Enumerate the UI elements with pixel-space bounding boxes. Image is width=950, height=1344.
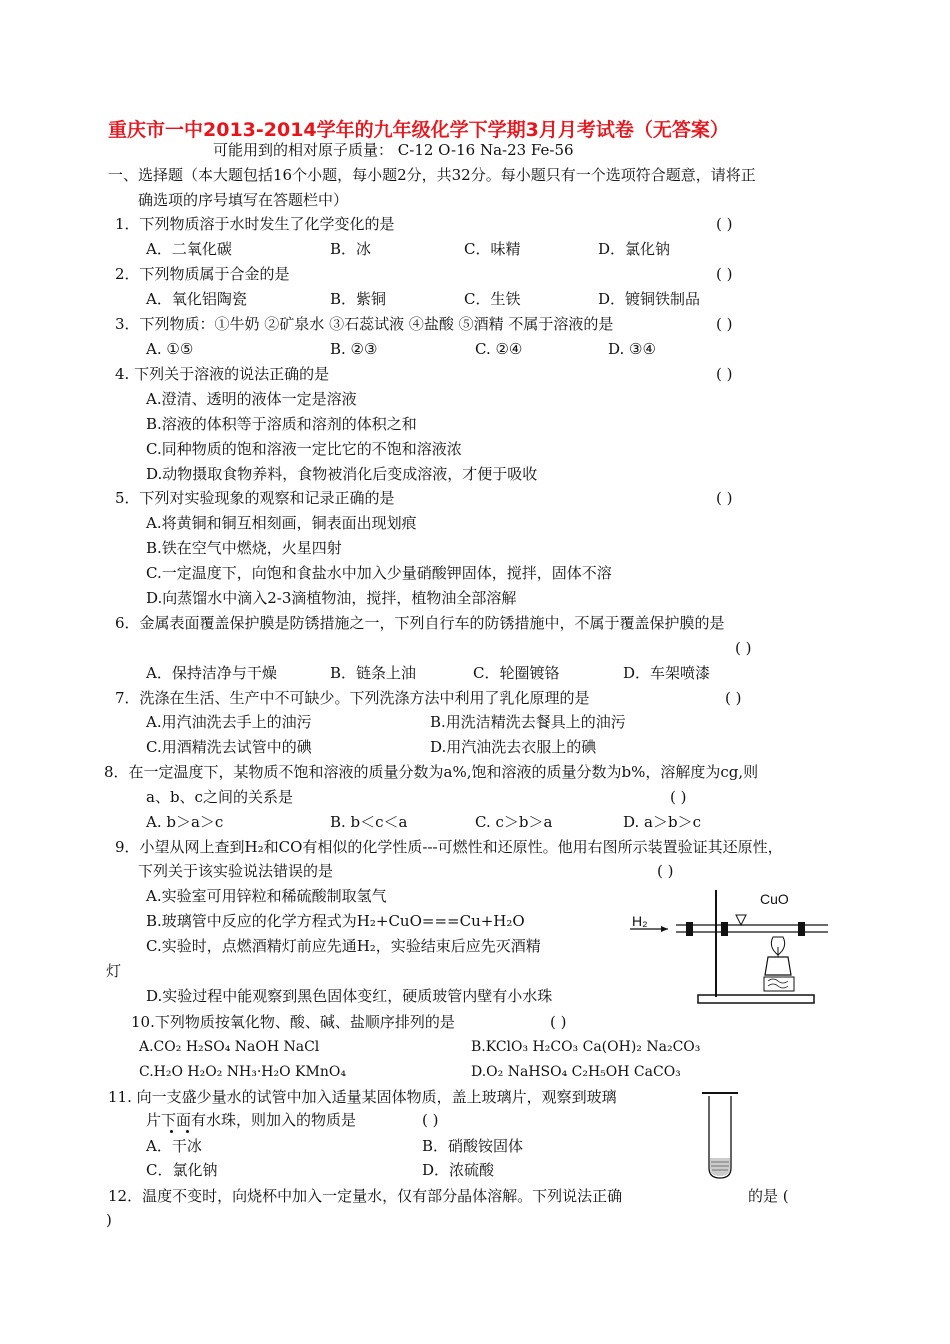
q2-option-d: D．镀铜铁制品 bbox=[598, 290, 701, 308]
q6-answer-blank[interactable]: ( ) bbox=[735, 639, 752, 657]
q2-answer-blank[interactable]: ( ) bbox=[716, 265, 733, 283]
q4-answer-blank[interactable]: ( ) bbox=[716, 365, 733, 383]
q10-option-a: A.CO₂ H₂SO₄ NaOH NaCl bbox=[139, 1039, 320, 1055]
q1-stem: 1．下列物质溶于水时发生了化学变化的是 bbox=[115, 215, 395, 233]
q5-option-d: D.向蒸馏水中滴入2-3滴植物油，搅拌，植物油全部溶解 bbox=[146, 589, 517, 607]
q1-option-c: C．味精 bbox=[464, 240, 521, 258]
test-tube-drawing bbox=[700, 1090, 740, 1182]
q12-stem-tail: 的是 ( bbox=[748, 1187, 789, 1205]
q1-answer-blank[interactable]: ( ) bbox=[716, 215, 733, 233]
q11-option-b: B．硝酸铵固体 bbox=[422, 1137, 524, 1155]
q3-option-c: C. ②④ bbox=[475, 340, 523, 358]
q8-stem-cont: a、b、c之间的关系是 bbox=[146, 788, 293, 806]
q5-stem: 5．下列对实验现象的观察和记录正确的是 bbox=[115, 489, 395, 507]
q3-answer-blank[interactable]: ( ) bbox=[716, 315, 733, 333]
q1-option-d: D．氯化钠 bbox=[598, 240, 671, 258]
q7-option-a: A.用汽油洗去手上的油污 bbox=[146, 713, 312, 731]
q10-option-c: C.H₂O H₂O₂ NH₃·H₂O KMnO₄ bbox=[139, 1064, 346, 1080]
q9-option-a: A.实验室可用锌粒和稀硫酸制取氢气 bbox=[146, 887, 387, 905]
q7-stem: 7．洗涤在生活、生产中不可缺少。下列洗涤方法中利用了乳化原理的是 bbox=[115, 689, 590, 707]
q10-answer-blank[interactable]: ( ) bbox=[550, 1013, 567, 1031]
q9-answer-blank[interactable]: ( ) bbox=[657, 862, 674, 880]
q11-option-c: C．氯化钠 bbox=[146, 1161, 218, 1179]
q7-option-c: C.用酒精洗去试管中的碘 bbox=[146, 738, 312, 756]
section-heading: 一、选择题（本大题包括16个小题，每小题2分，共32分。每小题只有一个选项符合题意，请将正 bbox=[108, 166, 756, 184]
q7-answer-blank[interactable]: ( ) bbox=[725, 689, 742, 707]
q12-stem-cont: ) bbox=[106, 1211, 112, 1229]
q5-answer-blank[interactable]: ( ) bbox=[716, 489, 733, 507]
section-heading-cont: 确选项的序号填写在答题栏中） bbox=[138, 191, 349, 209]
q8-option-d: D. a＞b＞c bbox=[623, 813, 701, 831]
page-title: 重庆市一中2013-2014学年的九年级化学下学期3月月考试卷（无答案） bbox=[108, 119, 729, 141]
q6-option-a: A．保持洁净与干燥 bbox=[146, 664, 277, 682]
atomic-mass-line: 可能用到的相对原子质量： C-12 O-16 Na-23 Fe-56 bbox=[213, 141, 574, 159]
q3-option-a: A. ①⑤ bbox=[146, 340, 194, 358]
q10-stem: 10.下列物质按氧化物、酸、碱、盐顺序排列的是 bbox=[131, 1013, 455, 1031]
q1-option-b: B．冰 bbox=[330, 240, 372, 258]
apparatus-drawing bbox=[628, 885, 833, 1010]
q8-option-a: A. b＞a＞c bbox=[146, 813, 224, 831]
q9-stem: 9．小望从网上查到H₂和CO有相似的化学性质---可燃性和还原性。他用右图所示装置验证其还原性， bbox=[115, 838, 783, 856]
q2-option-c: C．生铁 bbox=[464, 290, 521, 308]
q11-answer-blank[interactable]: ( ) bbox=[422, 1111, 439, 1129]
q9-option-d: D.实验过程中能观察到黑色固体变红，硬质玻管内壁有小水珠 bbox=[146, 987, 553, 1005]
q5-option-b: B.铁在空气中燃烧，火星四射 bbox=[146, 539, 342, 557]
q5-option-c: C.一定温度下，向饱和食盐水中加入少量硝酸钾固体，搅拌，固体不溶 bbox=[146, 564, 612, 582]
q7-option-d: D.用汽油洗去衣服上的碘 bbox=[430, 738, 597, 756]
q6-option-c: C．轮圈镀铬 bbox=[473, 664, 560, 682]
q4-option-a: A.澄清、透明的液体一定是溶液 bbox=[146, 390, 357, 408]
emphasis-dot bbox=[170, 1130, 173, 1133]
q3-option-d: D. ③④ bbox=[608, 340, 656, 358]
q4-stem: 4. 下列关于溶液的说法正确的是 bbox=[115, 365, 330, 383]
q9-stem-cont: 下列关于该实验说法错误的是 bbox=[138, 862, 334, 880]
q2-stem: 2．下列物质属于合金的是 bbox=[115, 265, 290, 283]
q10-option-b: B.KClO₃ H₂CO₃ Ca(OH)₂ Na₂CO₃ bbox=[471, 1039, 701, 1055]
q6-option-d: D．车架喷漆 bbox=[623, 664, 711, 682]
q10-option-d: D.O₂ NaHSO₄ C₂H₅OH CaCO₃ bbox=[471, 1064, 681, 1080]
q9-option-c-cont: 灯 bbox=[106, 962, 122, 980]
q8-option-b: B. b＜c＜a bbox=[330, 813, 408, 831]
q11-stem: 11. 向一支盛少量水的试管中加入适量某固体物质，盖上玻璃片，观察到玻璃 bbox=[108, 1088, 617, 1106]
q4-option-d: D.动物摄取食物养料，食物被消化后变成溶液，才便于吸收 bbox=[146, 465, 538, 483]
q3-stem: 3．下列物质：①牛奶 ②矿泉水 ③石蕊试液 ④盐酸 ⑤酒精 不属于溶液的是 bbox=[115, 315, 614, 333]
q12-stem: 12．温度不变时，向烧杯中加入一定量水，仅有部分晶体溶解。下列说法正确 bbox=[108, 1187, 623, 1205]
q7-option-b: B.用洗洁精洗去餐具上的油污 bbox=[430, 713, 626, 731]
q6-option-b: B．链条上油 bbox=[330, 664, 417, 682]
q11-option-a: A．干冰 bbox=[146, 1137, 202, 1155]
h2-label: H₂ bbox=[632, 913, 648, 929]
q5-option-a: A.将黄铜和铜互相刻画，铜表面出现划痕 bbox=[146, 514, 417, 532]
q6-stem: 6．金属表面覆盖保护膜是防锈措施之一，下列自行车的防锈措施中，不属于覆盖保护膜的是 bbox=[115, 614, 725, 632]
q4-option-c: C.同种物质的饱和溶液一定比它的不饱和溶液浓 bbox=[146, 440, 462, 458]
q2-option-b: B．紫铜 bbox=[330, 290, 387, 308]
q11-test-tube-figure bbox=[700, 1090, 740, 1182]
cuo-label: CuO bbox=[760, 891, 789, 907]
q8-option-c: C. c＞b＞a bbox=[475, 813, 553, 831]
q1-option-a: A．二氧化碳 bbox=[146, 240, 232, 258]
q9-apparatus-figure bbox=[628, 885, 833, 1010]
q9-option-b: B.玻璃管中反应的化学方程式为H₂+CuO===Cu+H₂O bbox=[146, 912, 525, 930]
q2-option-a: A．氧化铝陶瓷 bbox=[146, 290, 247, 308]
q11-stem-cont: 片下面有水珠，则加入的物质是 bbox=[146, 1111, 357, 1129]
q4-option-b: B.溶液的体积等于溶质和溶剂的体积之和 bbox=[146, 415, 417, 433]
q9-option-c: C.实验时，点燃酒精灯前应先通H₂，实验结束后应先灭酒精 bbox=[146, 937, 541, 955]
emphasis-dot bbox=[186, 1130, 189, 1133]
q11-option-d: D．浓硫酸 bbox=[422, 1161, 495, 1179]
q8-answer-blank[interactable]: ( ) bbox=[670, 788, 687, 806]
q3-option-b: B. ②③ bbox=[330, 340, 378, 358]
q8-stem: 8．在一定温度下，某物质不饱和溶液的质量分数为a%,饱和溶液的质量分数为b%，溶解度为cg,则 bbox=[104, 763, 759, 781]
